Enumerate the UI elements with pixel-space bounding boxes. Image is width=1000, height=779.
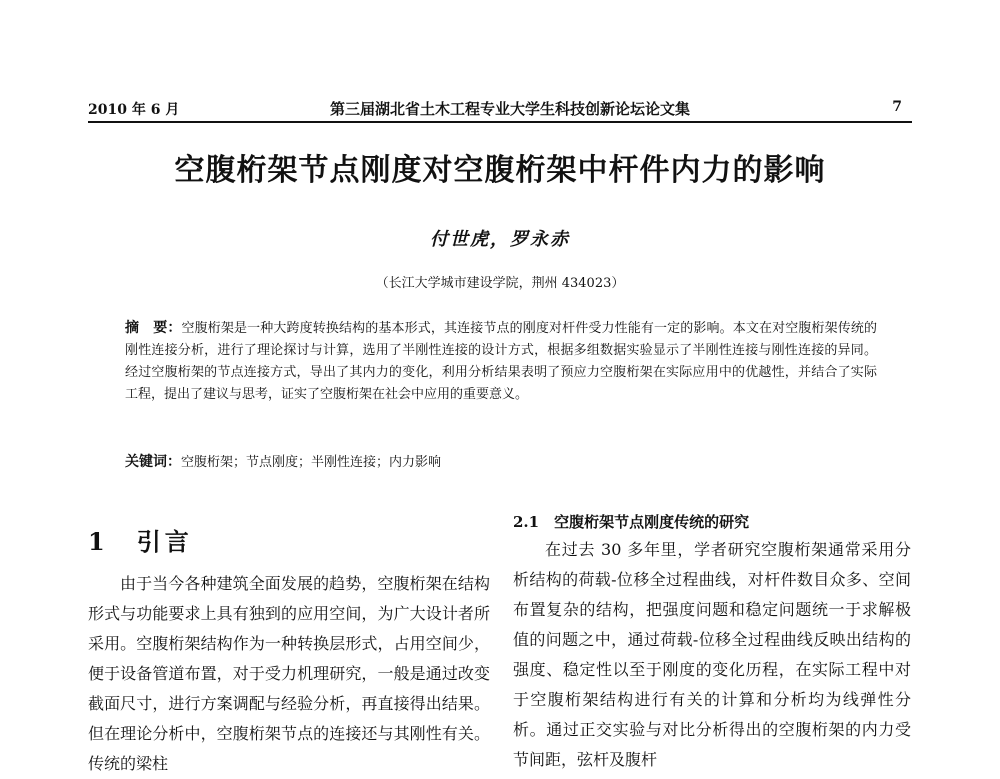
keywords-text: 空腹桁架；节点刚度；半刚性连接；内力影响	[181, 455, 442, 470]
section-1-heading: 1 引言	[88, 527, 193, 556]
header-page-number: 7	[892, 99, 902, 115]
abstract-text: 空腹桁架是一种大跨度转换结构的基本形式，其连接节点的刚度对杆件受力性能有一定的影响。本文在对空腹桁架传统的刚性连接分析，进行了理论探讨与计算，选用了半刚性连接的设计方式，根据多组数据实验显示了半刚性连接与刚性连接的异同。经过空腹桁架的节点连接方式，导出了其内力的变化，利用分析结果表明了预应力空腹桁架在实际应用中的优越性，并结合了实际工程，提出了建议与思考，证实了空腹桁架在社会中应用的重要意义。	[125, 321, 877, 402]
paper-title: 空腹桁架节点刚度对空腹桁架中杆件内力的影响	[174, 153, 826, 188]
section-2-1-heading: 2.1 空腹桁架节点刚度传统的研究	[513, 513, 750, 531]
keywords	[125, 451, 877, 474]
section-1-paragraph: 由于当今各种建筑全面发展的趋势，空腹桁架在结构形式与功能要求上具有独到的应用空间，为广大设计者所采用。空腹桁架结构作为一种转换层形式，占用空间少，便于设备管道布置，对于受力机理研究，一般是通过改变截面尺寸，进行方案调配与经验分析，再直接得出结果。但在理论分析中，空腹桁架节点的连接还与其刚性有关。传统的梁柱	[88, 574, 490, 773]
section-1-body	[88, 569, 490, 779]
keywords-label: 关键词：	[125, 454, 181, 470]
header-rule	[88, 121, 912, 123]
header-date: 2010 年 6 月	[88, 102, 180, 118]
section-2-1-body	[513, 535, 911, 775]
abstract	[125, 317, 877, 406]
section-2-1-paragraph: 在过去 30 多年里，学者研究空腹桁架通常采用分析结构的荷载-位移全过程曲线，对杆件数目众多、空间布置复杂的结构，把强度问题和稳定问题统一于求解极值的问题之中，通过荷载-位移全过程曲线反映出结构的强度、稳定性以至于刚度的变化历程，在实际工程中对于空腹桁架结构进行有关的计算和分析均为线弹性分析。通过正交实验与对比分析得出的空腹桁架的内力受节间距，弦杆及腹杆	[513, 540, 911, 769]
header-journal-title: 第三届湖北省土木工程专业大学生科技创新论坛论文集	[329, 100, 690, 118]
paper-authors: 付世虎，罗永赤	[430, 229, 570, 250]
abstract-label: 摘 要：	[125, 320, 182, 336]
paper-affiliation: （长江大学城市建设学院，荆州 434023）	[375, 276, 625, 291]
